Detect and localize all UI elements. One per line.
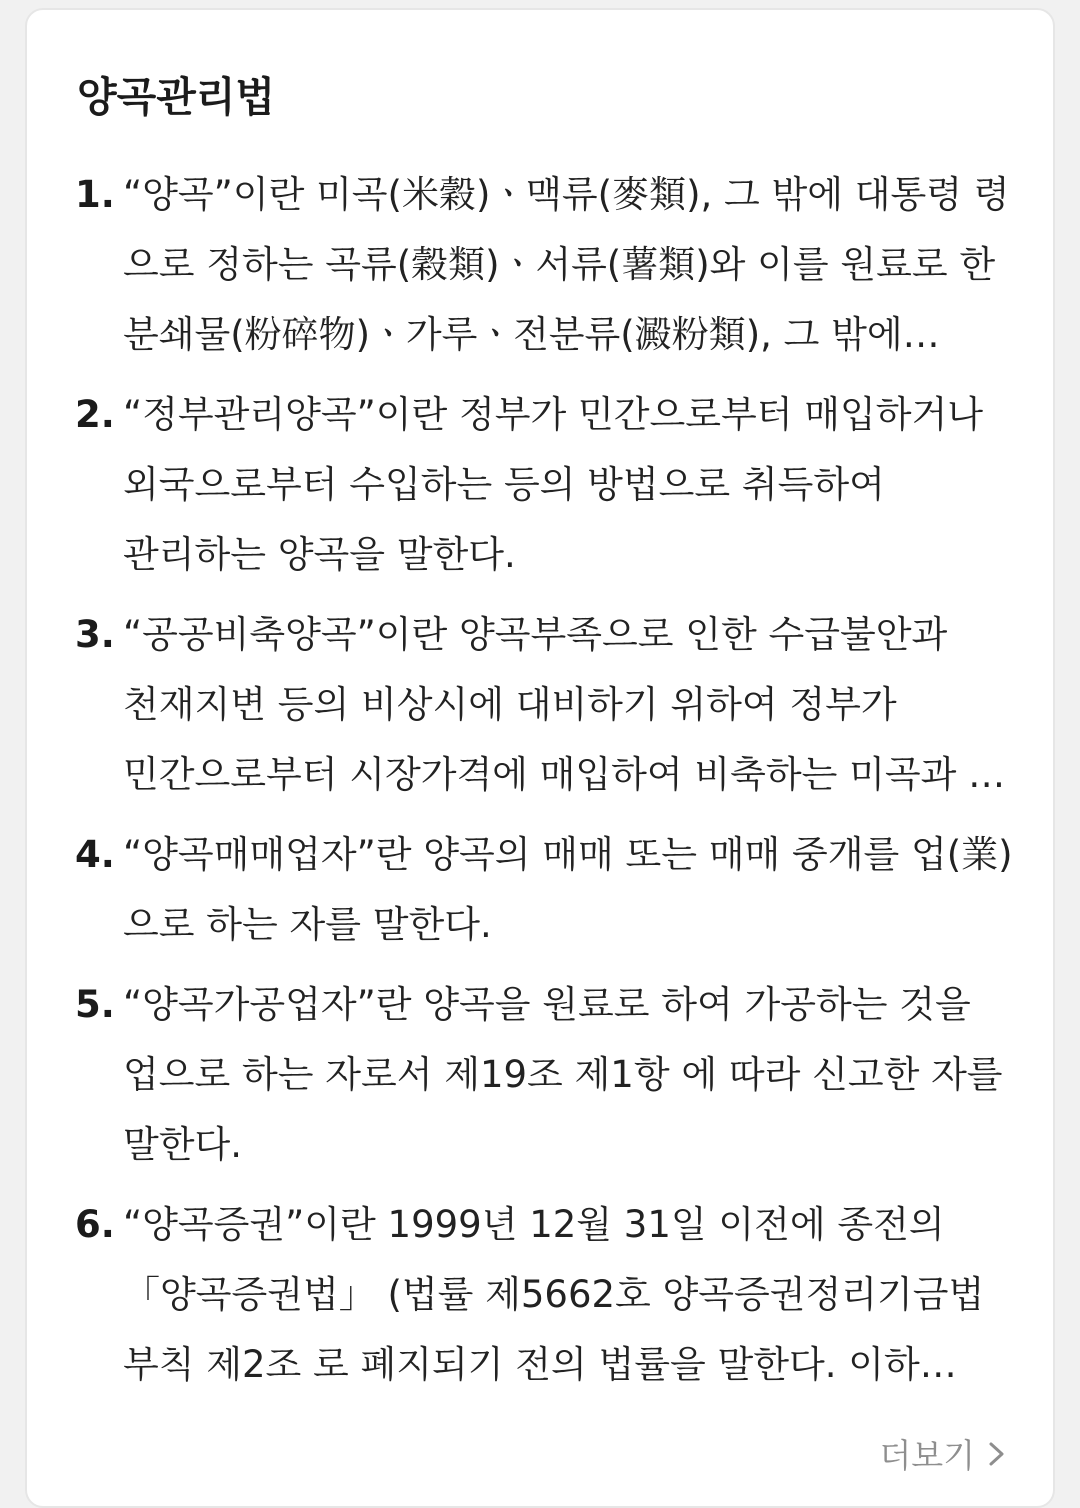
definition-text: “양곡”이란 미곡(米穀)ㆍ맥류(麥類), 그 밖에 대통령 령 으로 정하는 곡류(穀類)ㆍ서류(薯類)와 이를 원료로 한 분쇄물(粉碎物)ㆍ가루ㆍ전분류(澱粉類), 그 밖에	[123, 173, 1010, 356]
definition-item	[75, 820, 1015, 960]
definition-item	[75, 380, 1015, 590]
more-label: 더보기	[879, 1436, 975, 1475]
definition-item	[75, 1190, 1015, 1400]
definition-text: “양곡매매업자”란 양곡의 매매 또는 매매 중개를 업(業)으로 하는 자를 말한다.	[123, 833, 1013, 946]
chevron-right-icon	[985, 1439, 1009, 1469]
definition-text: “공공비축양곡”이란 양곡부족으로 인한 수급불안과 천재지변 등의 비상시에 대비하기 위하여 정부가 민간으로부터 시장가격에 매입하여 비축하는 미곡과 그	[123, 613, 1004, 796]
card-title: 양곡관리법	[77, 73, 276, 121]
definition-item	[75, 160, 1015, 370]
law-summary-card	[25, 8, 1055, 1508]
definition-text: “양곡가공업자”란 양곡을 원료로 하여 가공하는 것을 업으로 하는 자로서 제19조 제1항 에 따라 신고한 자를 말한다.	[123, 983, 1003, 1166]
more-link[interactable]	[879, 1430, 1009, 1477]
definition-list	[75, 160, 1015, 1410]
definition-number: 2.	[75, 393, 115, 436]
definition-number: 6.	[75, 1203, 115, 1246]
definition-item	[75, 970, 1015, 1180]
definition-number: 3.	[75, 613, 115, 656]
definition-number: 4.	[75, 833, 115, 876]
definition-text: “정부관리양곡”이란 정부가 민간으로부터 매입하거나 외국으로부터 수입하는 등의 방법으로 취득하여 관리하는 양곡을 말한다.	[123, 393, 983, 576]
definition-text: “양곡증권”이란 1999년 12월 31일 이전에 종전의 「양곡증권법」 (법률 제5662호 양곡증권정리기금법 부칙 제2조 로 폐지되기 전의 법률을 말한다. 이하	[123, 1203, 985, 1386]
definition-item	[75, 600, 1015, 810]
definition-number: 5.	[75, 983, 115, 1026]
definition-number: 1.	[75, 173, 115, 216]
